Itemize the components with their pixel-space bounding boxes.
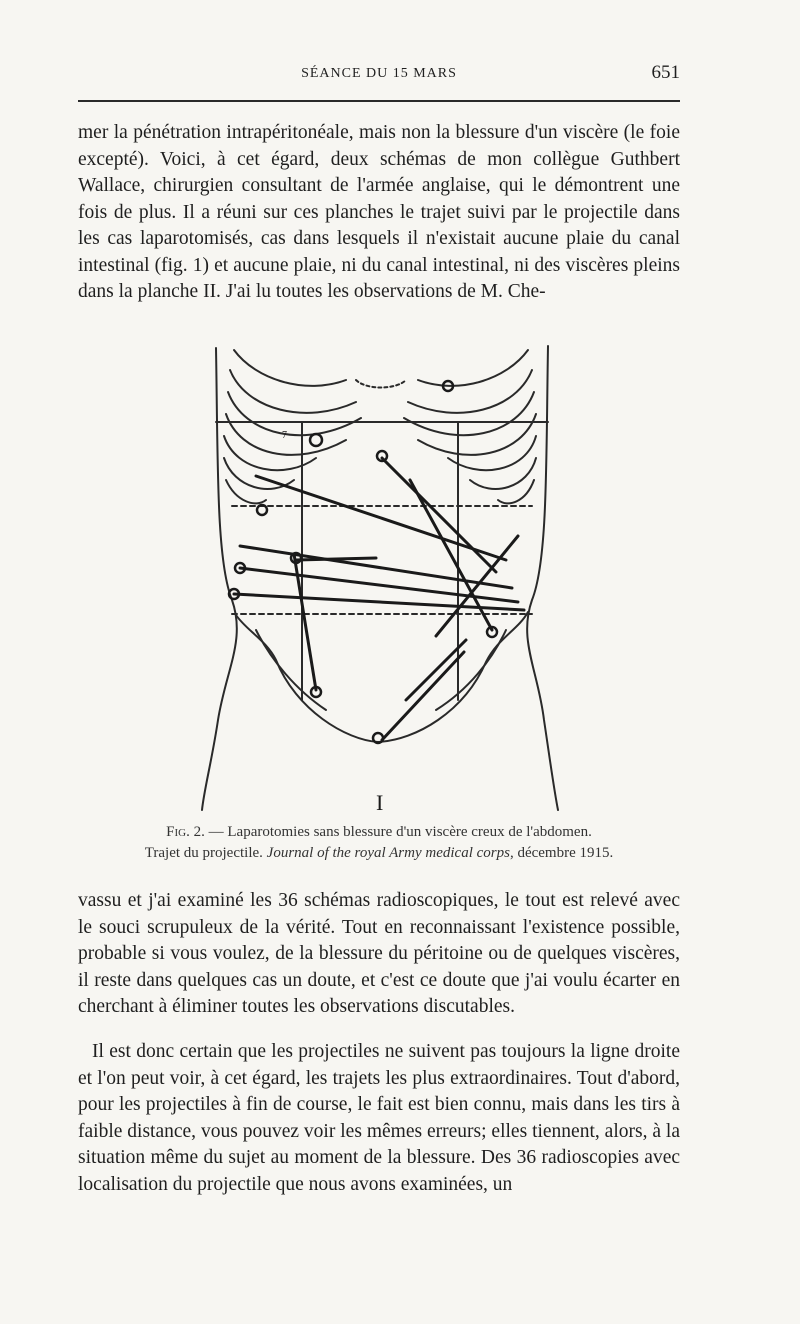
rib-label: 7	[282, 430, 287, 441]
rib-right-3	[404, 392, 534, 435]
rib-right-2	[408, 370, 532, 413]
trajectory-7	[296, 558, 376, 560]
pelvis-outline	[236, 612, 528, 742]
paragraph-2: vassu et j'ai examiné les 36 schémas radioscopiques, le tout est relevé avec le souci scrupuleux de la vérité. Tout en reconnaissant l'existence possible, probable si vous voulez, de la blessure du péritoine ou de quelques viscères, il reste dans quelques cas un doute, et c'est ce doute que j'ai voulu écarter en cherchant à éliminer toutes les observations discutables.	[78, 890, 680, 1017]
paragraph-1: mer la pénétration intrapéritonéale, mais non la blessure d'un viscère (le foie excepté). Voici, à cet égard, deux schémas de mon collègue Guthbert Wallace, chirurgien consultant de l'armée anglaise, qui le démontrent une fois de plus. Il a réuni sur ces planches le trajet suivi par le projectile dans les cas laparotomisés, cas dans lesquels il n'existait aucune plaie du canal intestinal (fig. 1) et aucune plaie, ni du canal intestinal, ni des viscères pleins dans la planche II. J'ai lu toutes les observations de M. Che-	[78, 122, 680, 302]
abdomen-schematic-drawing	[196, 340, 566, 818]
rib-left-1	[234, 350, 346, 386]
running-head-title: SÉANCE DU 15 MARS	[301, 66, 457, 81]
header-rule	[78, 100, 680, 102]
rib-left-3	[228, 392, 361, 435]
xiphoid	[356, 380, 406, 388]
paragraph-3: Il est donc certain que les projectiles ne suivent pas toujours la ligne droite et l'on peut voir, à cet égard, les trajets les plus extraordinaires. Tout d'abord, pour les projectiles à fin de course, le fait est bien connu, mais dans les tirs à faible distance, vous pouvez voir les mêmes erreurs; elles tiennent, alors, à la situation même du sujet au moment de la blessure. Des 36 radioscopies avec localisation du projectile que nous avons examinées, un	[78, 1041, 680, 1195]
caption-line1-text: — Laparotomies sans blessure d'un viscère creux de l'abdomen.	[204, 824, 592, 840]
figure-abdomen-diagram	[196, 340, 566, 818]
page-number: 651	[651, 62, 680, 83]
caption-journal: Journal of the royal Army medical corps	[266, 845, 510, 861]
trajectory-1	[382, 458, 496, 572]
figure-caption	[78, 822, 680, 864]
trajectory-8	[382, 652, 464, 740]
torso-outline-left	[202, 348, 237, 810]
caption-line-2	[78, 843, 680, 864]
caption-line2-suffix: , décembre 1915.	[509, 845, 614, 861]
caption-fig-label: Fig. 2.	[166, 824, 205, 840]
rib-right-6	[470, 458, 536, 489]
caption-line-1	[78, 822, 680, 843]
trajectory-3	[240, 546, 512, 588]
figure-bottom-mark: I	[376, 790, 384, 815]
running-header	[78, 62, 680, 88]
rib-left-2	[230, 370, 356, 413]
projectile-mark-8	[310, 434, 322, 446]
rib-right-1	[418, 350, 528, 386]
caption-line2-prefix: Trajet du projectile.	[144, 845, 267, 861]
trajectory-9	[294, 554, 316, 690]
torso-outline-right	[527, 346, 558, 810]
trajectory-6	[256, 476, 506, 560]
